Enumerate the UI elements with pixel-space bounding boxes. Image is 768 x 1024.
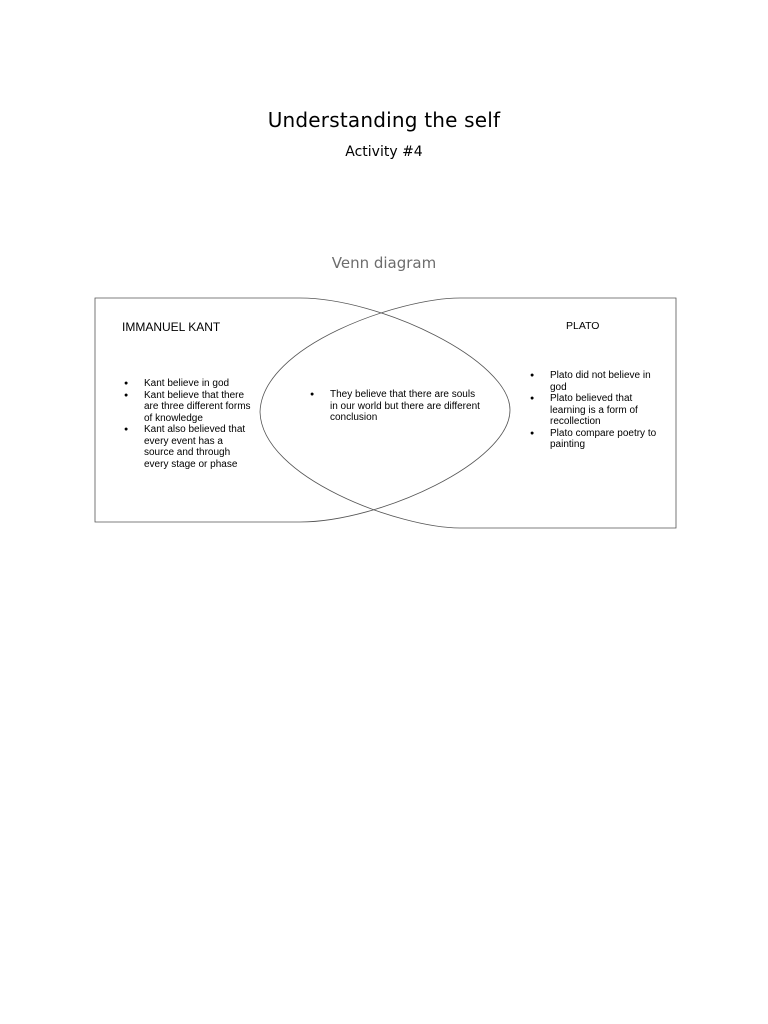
list-item: ● Plato believed that learning is a form of recollection <box>530 393 660 428</box>
list-item: ● Plato compare poetry to painting <box>530 428 660 451</box>
right-set-heading: PLATO <box>566 320 600 332</box>
left-set-heading: IMMANUEL KANT <box>122 320 221 334</box>
page-title: Understanding the self <box>267 108 501 132</box>
list-item: ● Kant also believed that every event has a source and through every stage or phase <box>124 424 254 470</box>
activity-subtitle: Activity #4 <box>345 144 423 160</box>
list-item: ● Kant believe that there are three different forms of knowledge <box>124 390 254 425</box>
list-item: ● Kant believe in god <box>124 378 254 390</box>
right-set-list <box>530 370 660 451</box>
list-item: ● They believe that there are souls in our world but there are different conclusion <box>310 389 480 424</box>
diagram-caption: Venn diagram <box>331 254 437 272</box>
list-item: ● Plato did not believe in god <box>530 370 660 393</box>
intersection-list <box>310 389 480 424</box>
left-set-list <box>124 378 254 470</box>
